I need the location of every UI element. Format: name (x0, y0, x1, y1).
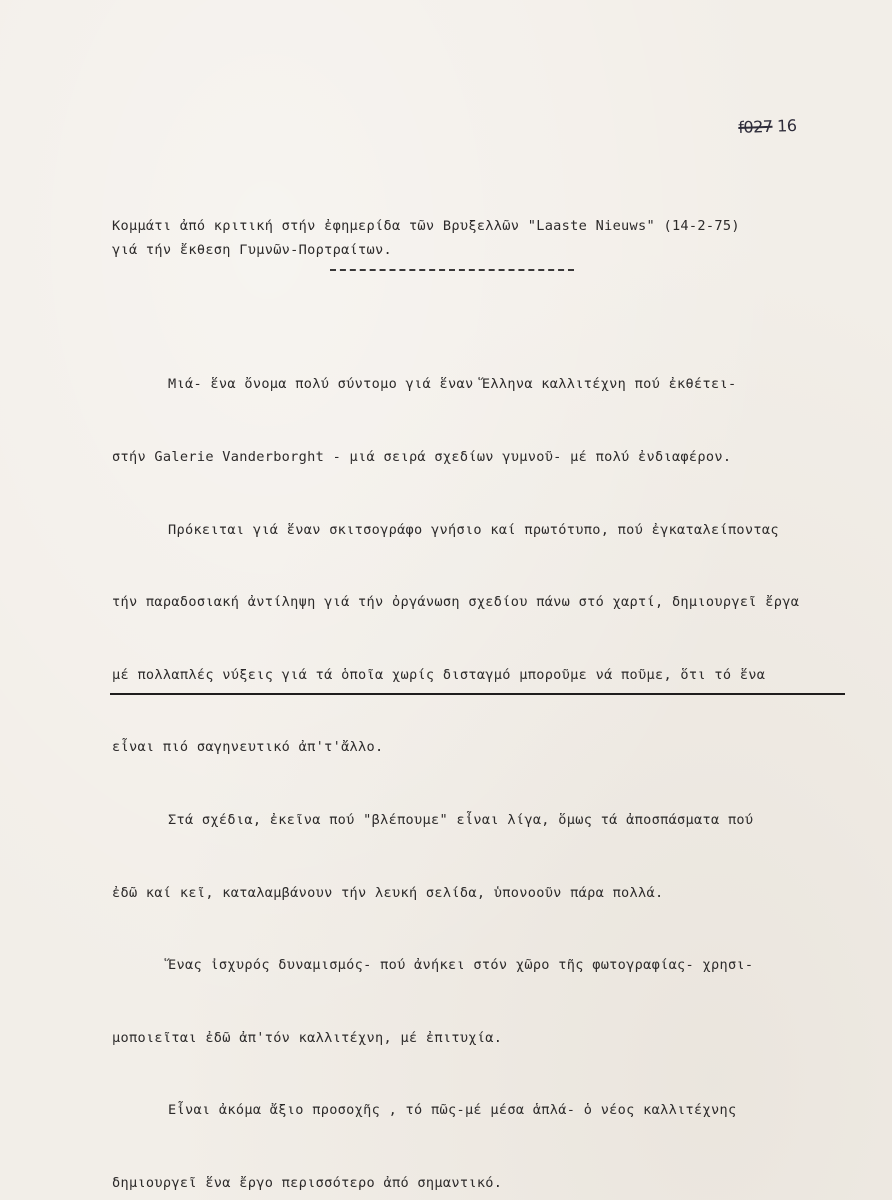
body-line: Πρόκειται γιά ἕναν σκιτσογράφο γνήσιο καί πρωτότυπο, πού ἐγκαταλείποντας (168, 521, 779, 538)
heading-line-2: γιά τήν ἔκθεση Γυμνῶν-Πορτραίτων. (112, 242, 392, 258)
heading-line-1: Κομμάτι ἀπό κριτική στήν ἐφημερίδα τῶν Βρυξελλῶν "Laaste Nieuws" (14-2-75) (112, 218, 740, 234)
body-line: μοποιεῖται ἐδῶ ἀπ'τόν καλλιτέχνη, μέ ἐπιτυχία. (112, 1029, 503, 1046)
article-body (112, 324, 852, 1200)
document-heading (112, 214, 812, 262)
closing-rule (110, 693, 845, 695)
body-line: εἶναι πιό σαγηνευτικό ἀπ'τ'ἄλλο. (112, 739, 384, 756)
body-line: στήν Galerie Vanderborght - μιά σειρά σχεδίων γυμνοῦ- μέ πολύ ἐνδιαφέρον. (112, 449, 732, 465)
body-line: Στά σχέδια, ἐκεῖνα πού "βλέπουμε" εἶναι λίγα, ὅμως τά ἀποσπάσματα πού (168, 811, 754, 828)
body-line: τήν παραδοσιακή ἀντίληψη γιά τήν ὀργάνωση σχεδίου πάνω στό χαρτί, δημιουργεῖ ἔργα (112, 594, 800, 611)
body-line: Ἕνας ἰσχυρός δυναμισμός- πού ἀνήκει στόν χῶρο τῆς φωτογραφίας- χρησι- (168, 957, 754, 974)
body-line: Μιά- ἕνα ὄνομα πολύ σύντομο γιά ἕναν Ἕλληνα καλλιτέχνη πού ἐκθέτει- (168, 376, 737, 393)
page-number: 16 (776, 115, 797, 136)
dashed-separator (330, 269, 574, 271)
body-line: δημιουργεῖ ἕνα ἔργο περισσότερο ἀπό σημαντικό. (112, 1174, 503, 1191)
body-line: μέ πολλαπλές νύξεις γιά τά ὁποῖα χωρίς δισταγμό μποροῦμε νά ποῦμε, ὅτι τό ἕνα (112, 666, 766, 683)
struck-page-mark: f027 (738, 116, 773, 137)
handwritten-page-number (738, 116, 797, 137)
body-line: Εἶναι ἀκόμα ἄξιο προσοχῆς , τό πῶς-μέ μέσα ἁπλά- ὁ νέος καλλιτέχνης (168, 1102, 737, 1119)
body-line: ἐδῶ καί κεῖ, καταλαμβάνουν τήν λευκή σελίδα, ὑπονοοῦν πάρα πολλά. (112, 884, 664, 901)
